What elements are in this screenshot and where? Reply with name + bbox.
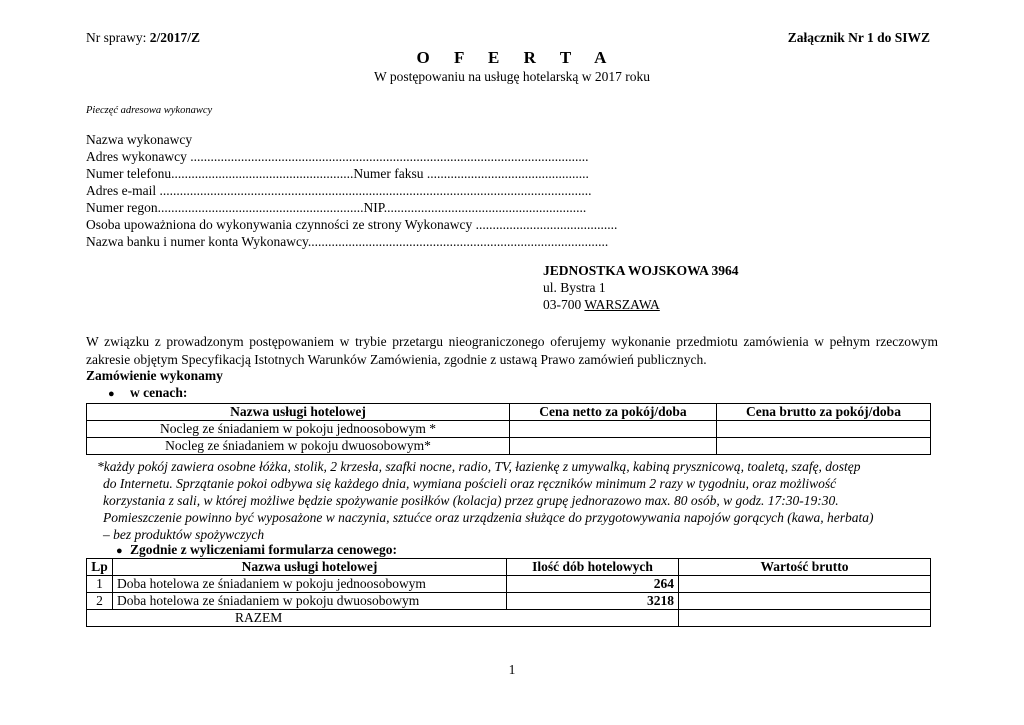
gross-price-cell[interactable] [717, 438, 931, 455]
bullet-prices: w cenach: [130, 385, 188, 400]
table-header-row [87, 404, 931, 421]
bullet-price-form: Zgodnie z wyliczeniami formularza cenowego: [130, 542, 397, 557]
field-contractor-address: Adres wykonawcy ...................................................................................................................... [86, 149, 589, 164]
field-authorized-person: Osoba upoważniona do wykonywania czynności ze strony Wykonawcy .......................................... [86, 217, 618, 232]
attachment-label: Załącznik Nr 1 do SIWZ [787, 30, 930, 45]
table-row [87, 438, 931, 455]
gross-value-cell[interactable] [679, 593, 931, 610]
field-regon-nip: Numer regon.............................................................NIP............................................................ [86, 200, 587, 215]
note-line: do Internetu. Sprzątanie pokoi odbywa się każdego dnia, wymiana pościeli oraz ręczników minimum 2 razy w tygodniu, oraz możliwość [103, 476, 837, 491]
header-service-name: Nazwa usługi hotelowej [113, 559, 507, 576]
note-line: Pomieszczenie powinno być wyposażone w naczynia, sztućce oraz urządzenia służące do przygotowywania napojów gorących (kawa, herbata) [103, 510, 874, 525]
bullet-icon: ● [116, 545, 123, 557]
order-heading: Zamówienie wykonamy [86, 368, 223, 383]
stamp-label: Pieczęć adresowa wykonawcy [86, 105, 213, 116]
field-email: Adres e-mail ................................................................................................................................ [86, 183, 592, 198]
recipient-city-line [543, 297, 660, 313]
header-service-name: Nazwa usługi hotelowej [87, 404, 510, 421]
price-table [86, 403, 931, 455]
nights-cell: 264 [507, 576, 679, 593]
document-title: O F E R T A [416, 48, 608, 67]
table-row [87, 421, 931, 438]
page-number: 1 [508, 662, 516, 677]
intro-paragraph: W związku z prowadzonym postępowaniem w trybie przetargu nieograniczonego oferujemy wykonanie przedmiotu zamówienia w pełnym rzeczowym zakresie objętym Specyfikacją Istotnych Warunków Zamówienia, zgodnie z ustawą Prawo zamówień publicznych. [86, 334, 938, 367]
header-nights: Ilość dób hotelowych [507, 559, 679, 576]
total-label: RAZEM [87, 610, 679, 627]
field-contractor-name: Nazwa wykonawcy [86, 132, 193, 147]
net-price-cell[interactable] [510, 421, 717, 438]
case-label: Nr sprawy: [86, 30, 147, 45]
total-value-cell[interactable] [679, 610, 931, 627]
header-net-price: Cena netto za pokój/doba [510, 404, 717, 421]
service-name-cell: Doba hotelowa ze śniadaniem w pokoju jednoosobowym [113, 576, 507, 593]
bullet-icon: ● [108, 388, 115, 400]
note-line: – bez produktów spożywczych [103, 527, 265, 542]
header-lp: Lp [87, 559, 113, 576]
service-name-cell: Nocleg ze śniadaniem w pokoju dwuosobowym* [87, 438, 510, 455]
recipient-name: JEDNOSTKA WOJSKOWA 3964 [543, 263, 739, 278]
case-number-line [86, 30, 200, 46]
calc-table [86, 558, 931, 627]
header-gross-price: Cena brutto za pokój/doba [717, 404, 931, 421]
service-name-cell: Doba hotelowa ze śniadaniem w pokoju dwuosobowym [113, 593, 507, 610]
header-gross-value: Wartość brutto [679, 559, 931, 576]
recipient-street: ul. Bystra 1 [543, 280, 606, 295]
net-price-cell[interactable] [510, 438, 717, 455]
table-header-row [87, 559, 931, 576]
recipient-postcode: 03-700 [543, 297, 582, 312]
note-line: korzystania z sali, w której możliwe będzie spożywanie posiłków (kolacja) przez grupę jednorazowo max. 80 osób, w godz. 17:30-19:30. [103, 493, 839, 508]
room-note [97, 458, 942, 543]
table-row [87, 593, 931, 610]
recipient-city: WARSZAWA [584, 297, 660, 312]
gross-price-cell[interactable] [717, 421, 931, 438]
note-line: *każdy pokój zawiera osobne łóżka, stolik, 2 krzesła, szafki nocne, radio, TV, łazienkę z umywalką, kabiną prysznicową, toaletą, szafę, dostęp [97, 459, 861, 474]
document-subtitle: W postępowaniu na usługę hotelarską w 2017 roku [373, 69, 651, 84]
field-phone-fax: Numer telefonu......................................................Numer faksu ................................................ [86, 166, 589, 181]
total-row [87, 610, 931, 627]
case-number: 2/2017/Z [149, 30, 201, 45]
field-bank-account: Nazwa banku i numer konta Wykonawcy......................................................................................... [86, 234, 609, 249]
gross-value-cell[interactable] [679, 576, 931, 593]
lp-cell: 2 [87, 593, 113, 610]
nights-cell: 3218 [507, 593, 679, 610]
table-row [87, 576, 931, 593]
service-name-cell: Nocleg ze śniadaniem w pokoju jednoosobowym * [87, 421, 510, 438]
lp-cell: 1 [87, 576, 113, 593]
